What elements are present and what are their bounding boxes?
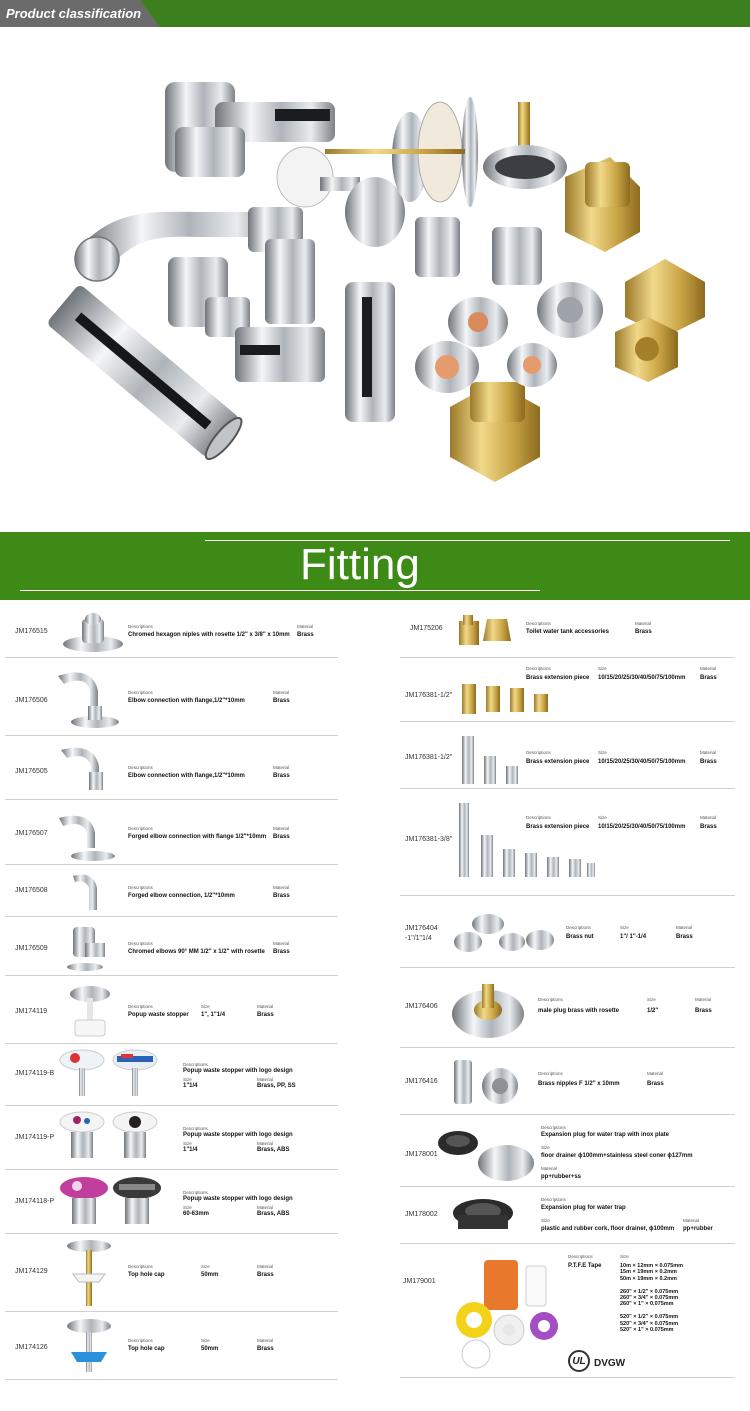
label-material: Material <box>257 1141 274 1146</box>
product-row-JM176381-1-2-brass <box>400 660 735 722</box>
product-row-JM176381-3-8 <box>400 791 735 896</box>
product-size: 1", 1"1/4 <box>201 1012 226 1018</box>
product-row-JM178002 <box>400 1189 735 1244</box>
product-material: Brass, PP, SS <box>257 1083 296 1089</box>
product-description: Chromed hexagon niples with rosette 1/2" x 3/8" x 10mm <box>128 632 290 638</box>
product-material: Brass <box>647 1081 664 1087</box>
label-size: Size <box>201 1338 210 1343</box>
label-material: Material <box>676 925 693 930</box>
product-code: JM176381-3/8" <box>405 836 453 843</box>
product-image-logo-stoppers <box>57 1048 179 1104</box>
product-code: JM174119 <box>15 1008 48 1015</box>
product-description: Top hole cap <box>128 1272 165 1278</box>
product-code: JM176381-1/2" <box>405 754 453 761</box>
product-material: Brass <box>676 934 693 940</box>
product-size: floor drainer ϕ100mm+stainless steel coner ϕ127mm <box>541 1153 693 1159</box>
product-size: 50mm <box>201 1272 219 1278</box>
label-descriptions: Descriptions <box>183 1126 208 1131</box>
label-descriptions: Descriptions <box>526 815 551 820</box>
product-material: Brass, ABS <box>257 1147 290 1153</box>
label-size: Size <box>598 815 607 820</box>
product-description: Brass extension piece <box>526 759 590 765</box>
label-size: Size <box>183 1141 192 1146</box>
label-material: Material <box>257 1338 274 1343</box>
product-image-male-plug-rosette <box>450 976 528 1042</box>
product-row-JM176508 <box>5 867 338 917</box>
label-descriptions: Descriptions <box>128 1004 153 1009</box>
product-code: JM174119-B <box>15 1070 55 1077</box>
label-material: Material <box>273 826 290 831</box>
header-bar <box>0 0 750 27</box>
ul-certification-logo <box>568 1350 590 1372</box>
product-image-forged-elbow <box>53 808 118 863</box>
product-code: JM176507 <box>15 830 48 837</box>
product-row-JM176505 <box>5 738 338 800</box>
product-code: JM176515 <box>15 628 48 635</box>
label-descriptions: Descriptions <box>128 690 153 695</box>
product-code: JM176381-1/2" <box>405 692 453 699</box>
product-description: Expansion plug for water trap with inox plate <box>541 1132 670 1138</box>
product-code: JM174119-P <box>15 1134 55 1141</box>
label-material: Material <box>257 1077 274 1082</box>
fittings-collage <box>0 27 750 532</box>
label-material: Material <box>541 1166 558 1171</box>
product-material: Brass <box>273 893 290 899</box>
label-size: Size <box>620 925 629 930</box>
product-row-JM176509 <box>5 919 338 976</box>
product-image-brass-nut <box>452 910 557 960</box>
label-descriptions: Descriptions <box>538 1071 563 1076</box>
product-description: Forged elbow connection with flange 1/2"*10mm <box>128 834 267 840</box>
product-row-JM176506 <box>5 660 338 736</box>
product-row-JM174119 <box>5 978 338 1044</box>
label-descriptions: Descriptions <box>526 666 551 671</box>
product-image-logo-stoppers <box>57 1174 179 1232</box>
banner-title: Fitting <box>300 540 420 589</box>
product-description: Elbow connection with flange,1/2"*10mm <box>128 698 245 704</box>
product-code: JM178001 <box>405 1151 438 1158</box>
product-description: Forged elbow connection, 1/2"*10mm <box>128 893 235 899</box>
label-material: Material <box>273 765 290 770</box>
label-descriptions: Descriptions <box>128 765 153 770</box>
product-description: Brass nipples F 1/2" x 10mm <box>538 1081 620 1087</box>
label-material: Material <box>700 815 717 820</box>
product-material: Brass <box>273 773 290 779</box>
product-material: Brass <box>635 629 652 635</box>
label-material: Material <box>257 1264 274 1269</box>
product-row-JM179001 <box>400 1246 735 1378</box>
product-row-JM174119-P <box>5 1108 338 1170</box>
product-row-JM174118-P <box>5 1172 338 1234</box>
product-material: Brass <box>297 632 314 638</box>
product-size: 1"/ 1"-1/4 <box>620 934 647 940</box>
product-size: 10/15/20/25/30/40/50/75/100mm <box>598 824 686 830</box>
label-material: Material <box>257 1205 274 1210</box>
product-code: JM176404 -1"/1"1/4 <box>405 925 438 942</box>
product-image-chrome-extensions <box>458 734 528 789</box>
banner-line-bottom <box>20 590 540 591</box>
product-image-tank-accessories <box>455 611 515 651</box>
product-row-JM176416 <box>400 1050 735 1115</box>
product-material: Brass <box>257 1012 274 1018</box>
label-descriptions: Descriptions <box>568 1254 593 1259</box>
product-material: Brass <box>273 698 290 704</box>
product-row-JM176406 <box>400 970 735 1048</box>
product-image-brass-nipples <box>450 1056 530 1111</box>
product-code: JM176406 <box>405 1003 438 1010</box>
label-size: Size <box>598 750 607 755</box>
label-descriptions: Descriptions <box>183 1062 208 1067</box>
label-material: Material <box>635 621 652 626</box>
product-code: JM179001 <box>403 1278 436 1285</box>
dvgw-certification-logo: DVGW <box>594 1358 626 1369</box>
label-material: Material <box>700 666 717 671</box>
product-image-elbow-flange <box>55 742 115 798</box>
label-descriptions: Descriptions <box>541 1125 566 1130</box>
product-description: Top hole cap <box>128 1346 165 1352</box>
product-code: JM175206 <box>410 625 443 632</box>
product-description: P.T.F.E Tape <box>568 1263 602 1269</box>
label-descriptions: Descriptions <box>128 1264 153 1269</box>
product-material: Brass <box>257 1346 274 1352</box>
product-image-chrome-extensions <box>455 801 595 881</box>
label-size: Size <box>598 666 607 671</box>
label-descriptions: Descriptions <box>566 925 591 930</box>
product-image-forged-elbow <box>67 870 107 915</box>
product-image-brass-extensions <box>458 680 558 718</box>
label-material: Material <box>273 690 290 695</box>
product-image-expansion-plug-inox <box>436 1123 536 1185</box>
product-description: male plug brass with rosette <box>538 1008 620 1014</box>
product-size: 10/15/20/25/30/40/50/75/100mm <box>598 675 686 681</box>
label-descriptions: Descriptions <box>526 621 551 626</box>
product-image-chromed-elbow <box>65 923 110 975</box>
product-row-JM174126 <box>5 1314 338 1380</box>
product-material: pp+rubber+ss <box>541 1174 582 1180</box>
product-size: 1/2" <box>647 1008 659 1014</box>
label-material: Material <box>273 941 290 946</box>
product-description: Popup waste stopper <box>128 1012 189 1018</box>
product-size: 50mm <box>201 1346 219 1352</box>
product-description: Popup waste stopper with logo design <box>183 1132 293 1138</box>
product-row-JM176404 <box>400 898 735 968</box>
product-code: JM174126 <box>15 1344 48 1351</box>
label-material: Material <box>700 750 717 755</box>
label-descriptions: Descriptions <box>128 941 153 946</box>
product-description: Elbow connection with flange,1/2"*10mm <box>128 773 245 779</box>
product-description: Brass nut <box>566 934 594 940</box>
product-code: JM176508 <box>15 887 48 894</box>
product-image-popup-stopper <box>65 982 115 1042</box>
label-material: Material <box>683 1218 700 1223</box>
product-code: JM176416 <box>405 1078 438 1085</box>
product-image-ptfe-tape <box>454 1256 564 1374</box>
label-size: Size <box>620 1254 629 1259</box>
product-material: Brass <box>273 834 290 840</box>
label-descriptions: Descriptions <box>541 1197 566 1202</box>
product-description: Brass extension piece <box>526 824 590 830</box>
label-descriptions: Descriptions <box>128 885 153 890</box>
product-description: Expansion plug for water trap <box>541 1205 626 1211</box>
header-title: Product classification <box>6 6 142 21</box>
product-row-JM174119-B <box>5 1046 338 1106</box>
product-size: 10/15/20/25/30/40/50/75/100mm <box>598 759 686 765</box>
product-material: Brass <box>700 675 717 681</box>
label-size: Size <box>183 1205 192 1210</box>
product-code: JM176505 <box>15 768 48 775</box>
product-code: JM176509 <box>15 945 48 952</box>
product-row-JM176381-1-2-chrome <box>400 724 735 789</box>
product-size: 1"1/4 <box>183 1083 198 1089</box>
product-description: Chromed elbows 90° MM 1/2" x 1/2" with rosette <box>128 949 265 955</box>
product-material: Brass <box>257 1272 274 1278</box>
product-image-top-hole-cap <box>63 1238 115 1310</box>
product-image-top-hole-cap <box>63 1316 115 1378</box>
label-size: Size <box>647 997 656 1002</box>
product-material: Brass <box>273 949 290 955</box>
label-material: Material <box>297 624 314 629</box>
product-description: Popup waste stopper with logo design <box>183 1196 293 1202</box>
label-descriptions: Descriptions <box>183 1190 208 1195</box>
fitting-banner <box>0 532 750 600</box>
product-code: JM176506 <box>15 697 48 704</box>
label-material: Material <box>695 997 712 1002</box>
label-descriptions: Descriptions <box>128 1338 153 1343</box>
label-size: Size <box>201 1264 210 1269</box>
product-row-JM174129 <box>5 1236 338 1312</box>
product-description: Popup waste stopper with logo design <box>183 1068 293 1074</box>
label-descriptions: Descriptions <box>128 826 153 831</box>
product-image-elbow-flange <box>50 666 120 732</box>
product-material: Brass <box>700 759 717 765</box>
label-size: Size <box>541 1145 550 1150</box>
product-image-expansion-plug <box>448 1193 518 1241</box>
label-descriptions: Descriptions <box>538 997 563 1002</box>
product-row-JM176515 <box>5 603 338 658</box>
product-size: 10m × 12mm × 0.075mm 15m × 19mm × 0.2mm 50m × 19mm × 0.2mm 260" × 1/2" × 0.075mm 260" × 3/4" × 0.075mm 260" × 1" × 0.075mm 520" × 1/2" × 0.075mm 520" × 3/4" × 0.075mm 520" × 1" × 0.075mm <box>620 1263 683 1334</box>
product-image-hex-niple-rosette <box>60 609 130 654</box>
product-material: Brass <box>700 824 717 830</box>
hero-product-photo <box>0 27 750 532</box>
label-material: Material <box>257 1004 274 1009</box>
product-image-logo-stoppers <box>57 1110 179 1168</box>
product-code: JM174118-P <box>15 1198 55 1205</box>
product-description: Toilet water tank accessories <box>526 629 609 635</box>
product-size: plastic and rubber cork, floor drainer, ϕ100mm <box>541 1226 675 1232</box>
product-row-JM175206 <box>400 603 735 658</box>
label-descriptions: Descriptions <box>128 624 153 629</box>
product-material: Brass, ABS <box>257 1211 290 1217</box>
product-row-JM178001 <box>400 1117 735 1187</box>
ul-logo-text: UL <box>572 1355 586 1367</box>
product-size: 60-63mm <box>183 1211 210 1217</box>
product-code: JM178002 <box>405 1211 438 1218</box>
product-description: Brass extension piece <box>526 675 590 681</box>
label-material: Material <box>647 1071 664 1076</box>
product-code: JM174129 <box>15 1268 48 1275</box>
product-material: Brass <box>695 1008 712 1014</box>
label-size: Size <box>541 1218 550 1223</box>
product-material: pp+rubber <box>683 1226 713 1232</box>
product-row-JM176507 <box>5 802 338 865</box>
label-material: Material <box>273 885 290 890</box>
label-size: Size <box>183 1077 192 1082</box>
label-descriptions: Descriptions <box>526 750 551 755</box>
label-size: Size <box>201 1004 210 1009</box>
banner-line-top <box>205 540 730 541</box>
product-size: 1"1/4 <box>183 1147 198 1153</box>
